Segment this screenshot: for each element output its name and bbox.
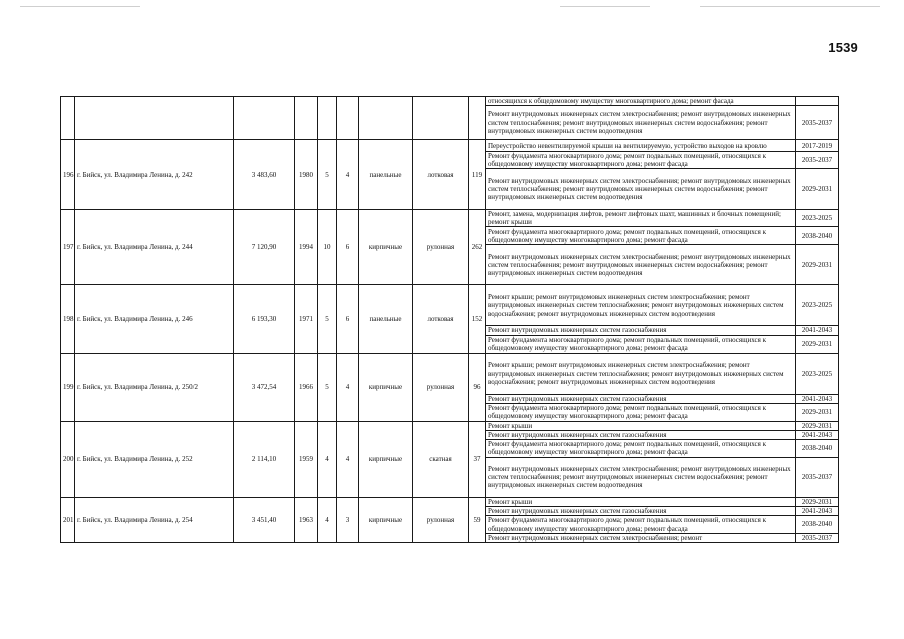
repair-work-cell: Переустройство невентилируемой крыши на вентилируемую, устройство выходов на кровлю (486, 140, 796, 152)
house-number-cell: 198 (61, 285, 75, 353)
scan-edge-mark (20, 6, 140, 7)
repair-period-cell: 2035-2037 (796, 152, 839, 169)
house-roof-cell: рулонная (413, 210, 469, 285)
house-area-cell: 6 193,30 (234, 285, 295, 353)
repair-work-cell: Ремонт фундамента многоквартирного дома; ремонт подвальных помещений, относящихся к общедомовому имуществу многоквартирного дома; ремонт фасада (486, 439, 796, 457)
house-area-cell: 7 120,90 (234, 210, 295, 285)
scan-edge-mark (700, 6, 880, 7)
house-walls-cell: кирпичные (359, 497, 413, 542)
repair-period-cell: 2041-2043 (796, 430, 839, 439)
house-flats-cell: 96 (469, 353, 486, 421)
house-walls-cell: панельные (359, 285, 413, 353)
page-number: 1539 (828, 40, 858, 55)
repair-period-cell: 2029-2031 (796, 245, 839, 285)
repair-period-cell: 2041-2043 (796, 394, 839, 403)
house-flats-cell: 59 (469, 497, 486, 542)
repair-work-cell: Ремонт внутридомовых инженерных систем газоснабжения (486, 394, 796, 403)
repair-period-cell: 2038-2040 (796, 227, 839, 245)
repair-work-cell: Ремонт крыши; ремонт внутридомовых инженерных систем электроснабжения; ремонт внутридомовых инженерных систем теплоснабжения; ремонт внутридомовых инженерных систем водоснабжения; ремонт внутридомовых инженерных систем водоотведения (486, 353, 796, 394)
repair-period-cell: 2038-2040 (796, 439, 839, 457)
house-roof-cell: рулонная (413, 353, 469, 421)
repair-work-cell: Ремонт внутридомовых инженерных систем электроснабжения; ремонт (486, 534, 796, 543)
house-floors-cell: 10 (318, 210, 337, 285)
house-roof-cell (413, 97, 469, 140)
house-address-cell: г. Бийск, ул. Владимира Ленина, д. 246 (75, 285, 234, 353)
house-entrances-cell: 4 (337, 353, 359, 421)
house-entrances-cell (337, 97, 359, 140)
repair-period-cell (796, 97, 839, 106)
house-entrances-cell: 6 (337, 285, 359, 353)
repair-work-cell: относящихся к общедомовому имуществу многоквартирного дома; ремонт фасада (486, 97, 796, 106)
house-entrances-cell: 4 (337, 421, 359, 497)
house-roof-cell: скатная (413, 421, 469, 497)
house-flats-cell: 37 (469, 421, 486, 497)
repair-period-cell: 2023-2025 (796, 353, 839, 394)
repair-period-cell: 2035-2037 (796, 106, 839, 140)
repair-period-cell: 2041-2043 (796, 326, 839, 335)
repair-period-cell: 2023-2025 (796, 210, 839, 227)
house-floors-cell (318, 97, 337, 140)
house-floors-cell: 5 (318, 353, 337, 421)
house-floors-cell: 4 (318, 497, 337, 542)
house-walls-cell: кирпичные (359, 210, 413, 285)
repair-work-cell: Ремонт внутридомовых инженерных систем электроснабжения; ремонт внутридомовых инженерных систем теплоснабжения; ремонт внутридомовых инженерных систем водоснабжения; ремонт внутридомовых инженерных систем водоотведения (486, 245, 796, 285)
house-year-cell: 1963 (295, 497, 318, 542)
house-address-cell: г. Бийск, ул. Владимира Ленина, д. 254 (75, 497, 234, 542)
table-row (61, 353, 839, 394)
house-walls-cell: кирпичные (359, 353, 413, 421)
house-year-cell: 1959 (295, 421, 318, 497)
house-year-cell: 1971 (295, 285, 318, 353)
house-roof-cell: рулонная (413, 497, 469, 542)
repair-work-cell: Ремонт внутридомовых инженерных систем газоснабжения (486, 430, 796, 439)
repair-work-cell: Ремонт крыши (486, 421, 796, 430)
scan-edge-mark (560, 6, 650, 7)
repair-period-cell: 2023-2025 (796, 285, 839, 326)
repair-work-cell: Ремонт внутридомовых инженерных систем электроснабжения; ремонт внутридомовых инженерных систем теплоснабжения; ремонт внутридомовых инженерных систем водоснабжения; ремонт внутридомовых инженерных систем водоотведения (486, 457, 796, 497)
house-number-cell (61, 97, 75, 140)
repair-work-cell: Ремонт фундамента многоквартирного дома; ремонт подвальных помещений, относящихся к общедомовому имуществу многоквартирного дома; ремонт фасада (486, 403, 796, 421)
house-area-cell: 3 472,54 (234, 353, 295, 421)
house-number-cell: 197 (61, 210, 75, 285)
table-row (61, 421, 839, 430)
repair-work-cell: Ремонт фундамента многоквартирного дома; ремонт подвальных помещений, относящихся к общедомовому имуществу многоквартирного дома; ремонт фасада (486, 516, 796, 534)
house-year-cell: 1994 (295, 210, 318, 285)
repair-period-cell: 2038-2040 (796, 516, 839, 534)
house-year-cell: 1966 (295, 353, 318, 421)
house-address-cell (75, 97, 234, 140)
repair-period-cell: 2029-2031 (796, 421, 839, 430)
house-address-cell: г. Бийск, ул. Владимира Ленина, д. 242 (75, 140, 234, 210)
house-roof-cell: лотковая (413, 285, 469, 353)
table-row (61, 285, 839, 326)
repair-period-cell: 2029-2031 (796, 403, 839, 421)
repair-work-cell: Ремонт фундамента многоквартирного дома; ремонт подвальных помещений, относящихся к общедомовому имуществу многоквартирного дома; ремонт фасада (486, 335, 796, 353)
house-area-cell: 3 451,40 (234, 497, 295, 542)
house-roof-cell: лотковая (413, 140, 469, 210)
house-flats-cell: 152 (469, 285, 486, 353)
house-floors-cell: 4 (318, 421, 337, 497)
house-flats-cell (469, 97, 486, 140)
repair-work-cell: Ремонт крыши; ремонт внутридомовых инженерных систем электроснабжения; ремонт внутридомовых инженерных систем теплоснабжения; ремонт внутридомовых инженерных систем водоснабжения; ремонт внутридомовых инженерных систем водоотведения (486, 285, 796, 326)
repair-work-cell: Ремонт крыши (486, 497, 796, 506)
house-walls-cell: кирпичные (359, 421, 413, 497)
capital-repair-table (60, 96, 839, 543)
house-number-cell: 199 (61, 353, 75, 421)
repair-work-cell: Ремонт внутридомовых инженерных систем электроснабжения; ремонт внутридомовых инженерных систем теплоснабжения; ремонт внутридомовых инженерных систем водоснабжения; ремонт внутридомовых инженерных систем водоотведения (486, 169, 796, 210)
repair-work-cell: Ремонт внутридомовых инженерных систем электроснабжения; ремонт внутридомовых инженерных систем теплоснабжения; ремонт внутридомовых инженерных систем водоснабжения; ремонт внутридомовых инженерных систем водоотведения (486, 106, 796, 140)
house-flats-cell: 119 (469, 140, 486, 210)
repair-period-cell: 2029-2031 (796, 497, 839, 506)
repair-period-cell: 2035-2037 (796, 457, 839, 497)
repair-work-cell: Ремонт, замена, модернизация лифтов, ремонт лифтовых шахт, машинных и блочных помещений; ремонт крыши (486, 210, 796, 227)
repair-period-cell: 2041-2043 (796, 506, 839, 515)
house-walls-cell (359, 97, 413, 140)
house-address-cell: г. Бийск, ул. Владимира Ленина, д. 244 (75, 210, 234, 285)
house-number-cell: 200 (61, 421, 75, 497)
house-floors-cell: 5 (318, 285, 337, 353)
repair-period-cell: 2017-2019 (796, 140, 839, 152)
table-row (61, 210, 839, 227)
house-area-cell (234, 97, 295, 140)
repair-period-cell: 2029-2031 (796, 169, 839, 210)
house-entrances-cell: 3 (337, 497, 359, 542)
repair-period-cell: 2029-2031 (796, 335, 839, 353)
house-address-cell: г. Бийск, ул. Владимира Ленина, д. 250/2 (75, 353, 234, 421)
repair-work-cell: Ремонт внутридомовых инженерных систем газоснабжения (486, 326, 796, 335)
repair-work-cell: Ремонт фундамента многоквартирного дома; ремонт подвальных помещений, относящихся к общедомовому имуществу многоквартирного дома; ремонт фасада (486, 227, 796, 245)
house-area-cell: 2 114,10 (234, 421, 295, 497)
table-row (61, 97, 839, 106)
house-number-cell: 201 (61, 497, 75, 542)
table-body (61, 97, 839, 543)
house-year-cell: 1980 (295, 140, 318, 210)
repair-work-cell: Ремонт фундамента многоквартирного дома; ремонт подвальных помещений, относящихся к общедомовому имуществу многоквартирного дома; ремонт фасада (486, 152, 796, 169)
table-row (61, 497, 839, 506)
house-year-cell (295, 97, 318, 140)
house-address-cell: г. Бийск, ул. Владимира Ленина, д. 252 (75, 421, 234, 497)
repair-work-cell: Ремонт внутридомовых инженерных систем газоснабжения (486, 506, 796, 515)
house-floors-cell: 5 (318, 140, 337, 210)
house-walls-cell: панельные (359, 140, 413, 210)
house-entrances-cell: 6 (337, 210, 359, 285)
table-row (61, 140, 839, 152)
house-flats-cell: 262 (469, 210, 486, 285)
house-number-cell: 196 (61, 140, 75, 210)
repair-period-cell: 2035-2037 (796, 534, 839, 543)
house-area-cell: 3 483,60 (234, 140, 295, 210)
house-entrances-cell: 4 (337, 140, 359, 210)
